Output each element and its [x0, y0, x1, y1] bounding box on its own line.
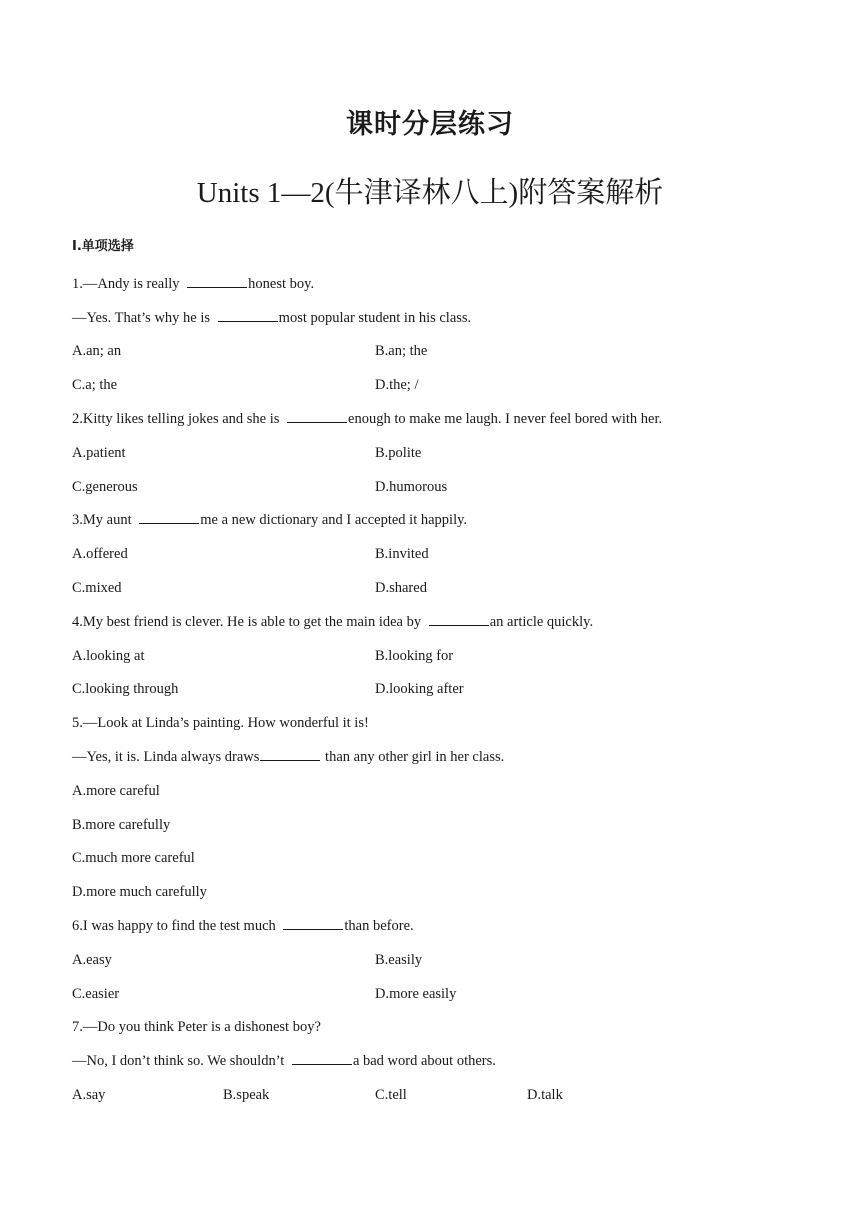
question-1-reply: —Yes. That’s why he is most popular student in his class. — [72, 310, 472, 326]
question-5-option-c: C.much more careful — [72, 850, 195, 866]
answer-blank — [260, 750, 320, 761]
question-1-stem: 1.—Andy is really honest boy. — [72, 276, 315, 292]
question-6-stem: 6.I was happy to find the test much than before. — [72, 918, 414, 934]
question-1-option-a: A.an; an — [72, 343, 122, 359]
question-6-option-d: D.more easily — [375, 986, 457, 1002]
answer-blank — [287, 412, 347, 423]
question-3-option-a: A.offered — [72, 546, 128, 562]
question-7-stem: —No, I don’t think so. We shouldn’t a bad word about others. — [72, 1053, 496, 1069]
question-4-option-d: D.looking after — [375, 681, 464, 697]
question-6-option-c: C.easier — [72, 986, 120, 1002]
question-7-option-a: A.say — [72, 1087, 106, 1103]
question-5-option-a: A.more careful — [72, 783, 160, 799]
question-4-option-c: C.looking through — [72, 681, 179, 697]
question-1-option-b: B.an; the — [375, 343, 428, 359]
question-4-option-b: B.looking for — [375, 648, 454, 664]
question-4-stem: 4.My best friend is clever. He is able to get the main idea by an article quickly. — [72, 614, 594, 630]
question-7-line: 7.—Do you think Peter is a dishonest boy? — [72, 1019, 321, 1035]
question-7-option-b: B.speak — [223, 1087, 270, 1103]
question-2-option-b: B.polite — [375, 445, 422, 461]
page-subtitle: Units 1—2(牛津译林八上)附答案解析 — [196, 177, 664, 209]
question-3-option-d: D.shared — [375, 580, 427, 596]
answer-blank — [292, 1054, 352, 1065]
answer-blank — [429, 615, 489, 626]
question-7-option-d: D.talk — [527, 1087, 563, 1103]
question-5-line: 5.—Look at Linda’s painting. How wonderful it is! — [72, 715, 369, 731]
question-6-option-b: B.easily — [375, 952, 423, 968]
question-2-option-a: A.patient — [72, 445, 126, 461]
question-3-stem: 3.My aunt me a new dictionary and I accepted it happily. — [72, 512, 468, 528]
answer-blank — [283, 919, 343, 930]
question-3-option-b: B.invited — [375, 546, 429, 562]
question-2-stem: 2.Kitty likes telling jokes and she is enough to make me laugh. I never feel bored with her. — [72, 411, 663, 427]
question-2-option-d: D.humorous — [375, 479, 448, 495]
question-2-option-c: C.generous — [72, 479, 138, 495]
question-4-option-a: A.looking at — [72, 648, 145, 664]
question-3-option-c: C.mixed — [72, 580, 122, 596]
question-6-option-a: A.easy — [72, 952, 112, 968]
question-1-option-c: C.a; the — [72, 377, 118, 393]
answer-blank — [218, 311, 278, 322]
question-1-option-d: D.the; / — [375, 377, 419, 393]
question-7-option-c: C.tell — [375, 1087, 407, 1103]
question-5-stem: —Yes, it is. Linda always draws than any other girl in her class. — [72, 749, 505, 765]
answer-blank — [139, 513, 199, 524]
answer-blank — [187, 277, 247, 288]
question-5-option-d: D.more much carefully — [72, 884, 207, 900]
page-title: 课时分层练习 — [346, 109, 514, 140]
question-5-option-b: B.more carefully — [72, 817, 171, 833]
section-heading: I.单项选择 — [72, 239, 134, 254]
